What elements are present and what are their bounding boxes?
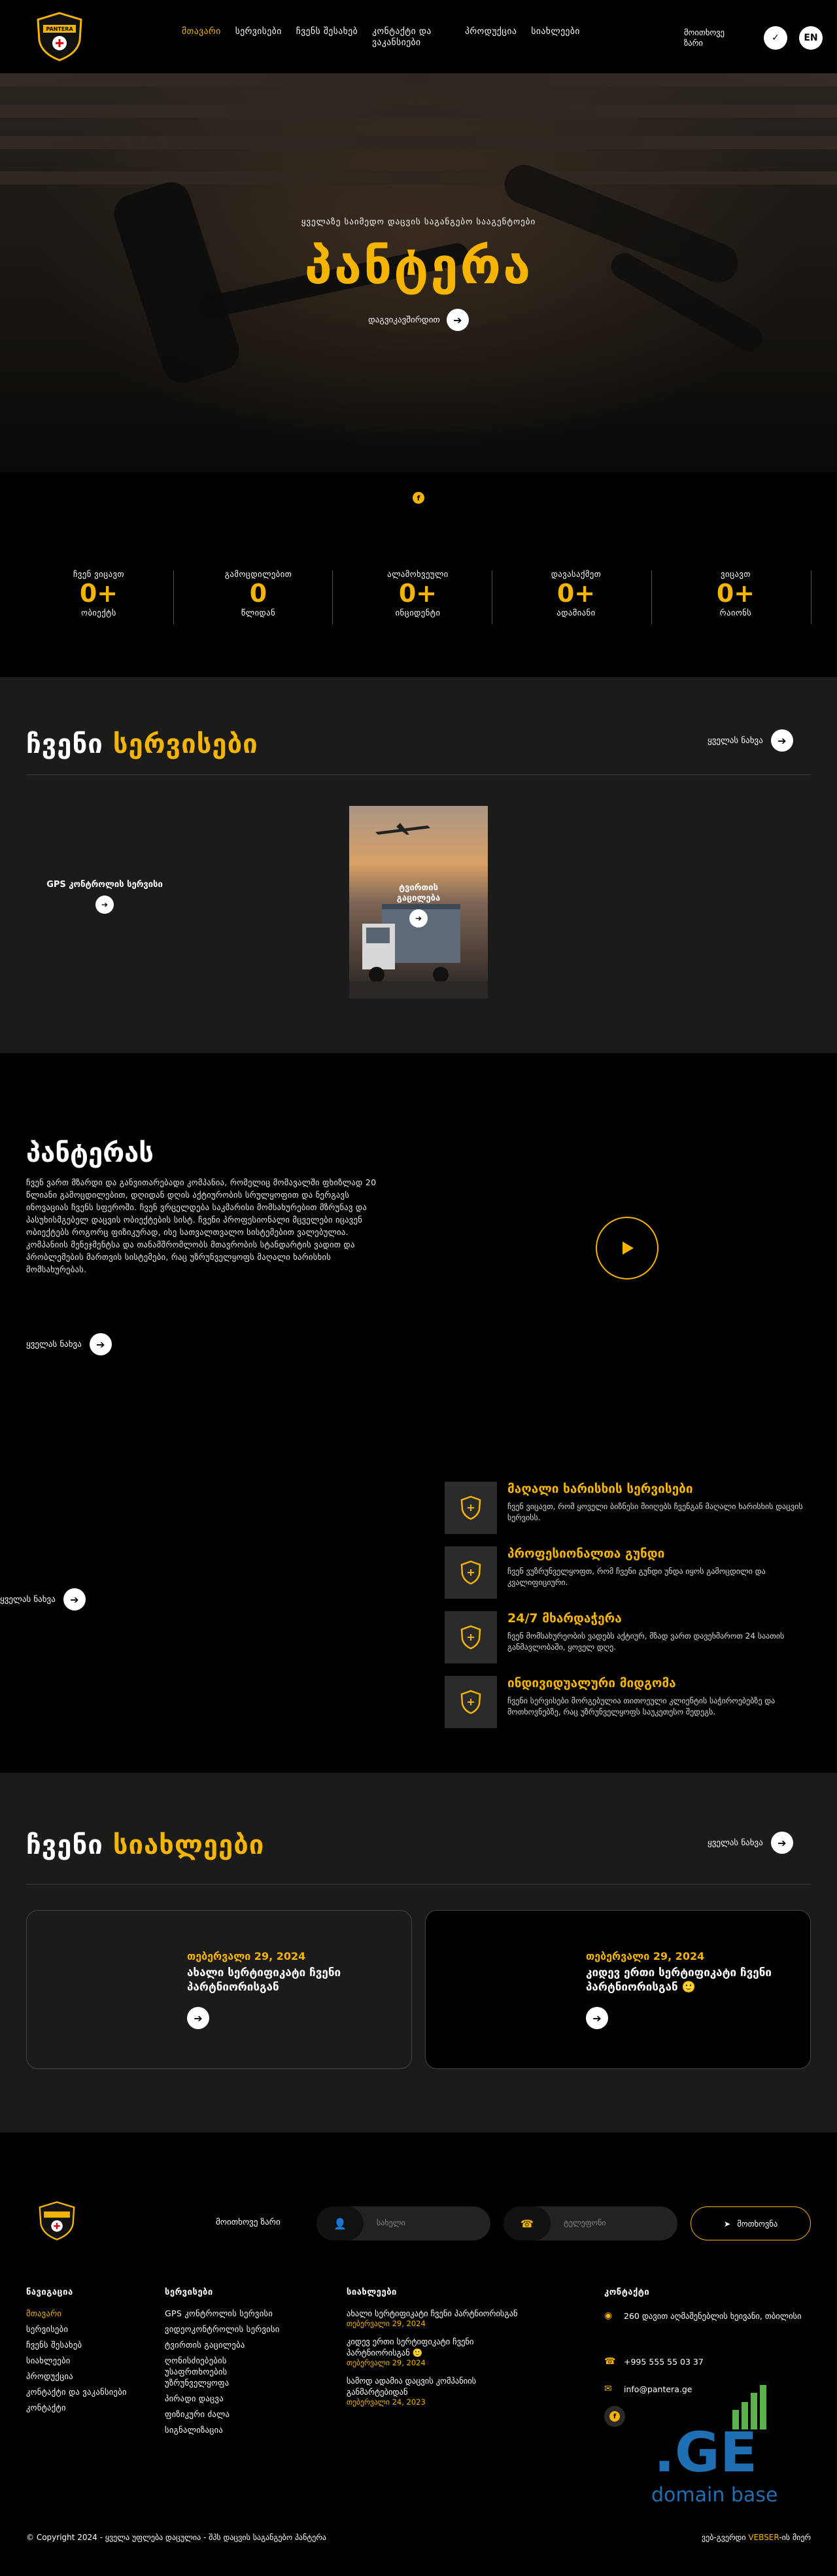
name-placeholder: სახელი <box>377 2218 405 2227</box>
footer-link[interactable]: პირადი დაცვა <box>165 2393 224 2403</box>
nav-item-contact-vacancies[interactable]: კონტაქტი და ვაკანსიები <box>372 26 432 48</box>
see-all-label: ყველას ნახვა <box>708 1837 763 1848</box>
shield-icon <box>445 1611 497 1663</box>
nav-item-about[interactable]: ჩვენს შესახებ <box>296 26 358 37</box>
divider <box>651 570 652 624</box>
feature-title: პროფესიონალთა გუნდი <box>507 1546 665 1561</box>
divider <box>173 570 174 624</box>
stat-label: გამოცდილებით <box>224 569 292 579</box>
phone-field[interactable] <box>504 2206 677 2240</box>
phone-icon: ☎ <box>604 2356 616 2367</box>
phone-placeholder: ტელეფონი <box>564 2218 606 2227</box>
footer-link[interactable]: პროდუქცია <box>26 2371 73 2381</box>
footer-column-title: სერვისები <box>165 2288 213 2297</box>
submit-label: მოთხოვნა <box>737 2218 778 2229</box>
footer-link[interactable]: ჩვენს შესახებ <box>26 2340 82 2350</box>
footer-link[interactable]: სერვისები <box>26 2324 69 2334</box>
feature-title: ინდივიდუალური მიდგომა <box>507 1676 676 1690</box>
address-text: 260 დავით აღმაშენებლის ხეივანი, თბილისი <box>624 2311 802 2321</box>
contact-us-link[interactable] <box>0 309 837 331</box>
send-icon: ➤ <box>723 2218 731 2229</box>
stat-item <box>24 569 174 618</box>
footer-link[interactable]: GPS კონტროლის სერვისი <box>165 2308 273 2318</box>
nav-item-news[interactable]: სიახლეები <box>531 26 580 37</box>
feature-item <box>445 1482 811 1534</box>
footer-link[interactable]: კონტაქტი და ვაკანსიები <box>26 2387 127 2397</box>
footer-news-title[interactable]: ახალი სერტიფიკატი ჩვენი პარტნიორისგან <box>347 2308 518 2318</box>
see-all-label: ყველას ნახვა <box>0 1594 56 1605</box>
footer-news-date: თებერვალი 24, 2023 <box>347 2397 426 2407</box>
section-title-accent: სერვისები <box>112 729 258 759</box>
logo-text: PANTERA <box>46 26 73 32</box>
footer-news-title[interactable]: კიდევ ერთი სერტიფიკატი ჩვენი პარტნიორისგან 🙂 <box>347 2337 474 2358</box>
stat-label: ალამოხვეული <box>387 569 449 579</box>
footer-column-title: კონტაქტი <box>604 2288 650 2297</box>
footer-link[interactable]: ღონისძიებების უსაფრთხოების უზრუნველყოფა <box>165 2356 230 2388</box>
play-video-button[interactable] <box>596 1217 658 1279</box>
footer-news-date: თებერვალი 29, 2024 <box>347 2358 426 2367</box>
feature-title: 24/7 მხარდაჭერა <box>507 1611 622 1626</box>
stat-unit: რაიონს <box>719 608 752 618</box>
stat-label: ჩვენ ვიცავთ <box>73 569 125 579</box>
language-switch-button[interactable]: EN <box>799 26 823 50</box>
divider <box>332 570 333 624</box>
footer-news-title[interactable]: სამოდ ადამია დაცვის კომპანიის განმარტებიდან <box>347 2376 477 2397</box>
see-all-services-link[interactable] <box>708 729 793 752</box>
nav-item-products[interactable]: პროდუქცია <box>465 26 517 37</box>
stat-unit: წლიდან <box>241 608 276 618</box>
mail-icon: ✉ <box>604 2384 612 2394</box>
see-all-label: ყველას ნახვა <box>26 1339 82 1349</box>
stat-unit: ინციდენტი <box>395 608 441 618</box>
section-title-accent: სიახლეები <box>112 1830 265 1860</box>
arrow-right-icon: ➔ <box>63 1588 86 1610</box>
name-field[interactable] <box>316 2206 490 2240</box>
feature-text: ჩვენ მომსახურეობის ვადებს აქტიურ, მზად ვართ დავეხმაროთ 24 საათის განმავლობაში, ყოველ დღე. <box>507 1631 785 1652</box>
arrow-right-icon: ➔ <box>771 729 793 752</box>
footer-link[interactable]: სიახლეები <box>26 2356 71 2365</box>
facebook-icon[interactable]: f <box>413 492 424 504</box>
divider <box>26 1884 811 1885</box>
feature-item <box>445 1676 811 1728</box>
news-card[interactable] <box>26 1910 412 2069</box>
stat-unit: ადამიანი <box>556 608 596 618</box>
hero-subtitle: ყველაზე საიმედო დაცვის საგანგებო სააგენტოები <box>301 217 536 227</box>
shield-icon <box>445 1546 497 1599</box>
arrow-right-icon: ➔ <box>409 909 428 928</box>
footer-news-column <box>347 2288 582 2414</box>
service-card-cargo[interactable] <box>349 883 488 928</box>
footer-link[interactable]: ტვირთის გაცილება <box>165 2340 245 2350</box>
site-header <box>0 0 837 73</box>
footer-column-title: სიახლეები <box>347 2288 397 2297</box>
feature-title: მაღალი ხარისხის სერვისები <box>507 1482 693 1496</box>
arrow-right-icon: ➔ <box>447 309 469 331</box>
submit-request-button[interactable] <box>691 2206 811 2240</box>
powered-by <box>702 2533 811 2542</box>
stat-value: 0+ <box>398 579 437 608</box>
shield-icon <box>445 1482 497 1534</box>
section-title-plain: ჩვენი <box>26 729 103 759</box>
section-title-plain: ჩვენი <box>26 1830 103 1860</box>
footer-link[interactable]: ვიდეოკონტროლის სერვისი <box>165 2324 280 2334</box>
news-title: ახალი სერტიფიკატი ჩვენი პარტნიორისგან <box>187 1966 341 1994</box>
footer-link[interactable]: მთავარი <box>26 2308 62 2318</box>
stat-value: 0+ <box>79 579 118 608</box>
footer-services-column <box>165 2288 322 2440</box>
main-nav <box>182 26 594 48</box>
nav-item-services[interactable]: სერვისები <box>235 26 282 37</box>
arrow-right-icon: ➔ <box>90 1333 112 1355</box>
news-card[interactable] <box>425 1910 811 2069</box>
stat-label: ვიცავთ <box>721 569 751 579</box>
news-date: თებერვალი 29, 2024 <box>187 1950 306 1962</box>
see-all-about-link[interactable] <box>26 1333 112 1355</box>
feature-item <box>445 1546 811 1599</box>
background-plank <box>0 171 837 184</box>
service-card-image <box>349 806 488 999</box>
phone-text: +995 555 55 03 37 <box>624 2357 704 2367</box>
developer-link[interactable]: VEBSER <box>748 2533 779 2542</box>
see-all-features-link[interactable] <box>0 1588 86 1610</box>
background-plank <box>0 136 837 149</box>
stat-value: 0 <box>249 579 267 608</box>
contact-us-label: დაგვიკავშირდით <box>368 315 440 325</box>
request-call-link[interactable]: მოითხოვე ზარი <box>684 27 725 48</box>
footer-logo[interactable] <box>37 2199 77 2242</box>
background-plank <box>0 105 837 118</box>
pantera-logo[interactable] <box>34 10 85 63</box>
footer-link[interactable]: სიგნალიზაცია <box>165 2425 224 2435</box>
features-section <box>0 1393 837 1769</box>
user-icon: 👤 <box>316 2206 364 2240</box>
feature-item <box>445 1611 811 1663</box>
stats-section <box>0 569 837 628</box>
footer-column-title: ნავიგაცია <box>26 2288 73 2297</box>
hero-section <box>0 73 837 472</box>
feature-text: ჩვენი სერვისები მორგებულია თითოეული კლიენტის საჭიროებებზე და მოთხოვნებზე, რაც უზრუნველყოფს საუკეთესო შედეგს. <box>507 1696 776 1716</box>
footer-nav-column <box>26 2288 127 2418</box>
phone-icon: ☎ <box>504 2206 551 2240</box>
service-card-gps[interactable] <box>39 880 170 914</box>
service-title: GPS კონტროლის სერვისი <box>46 880 163 890</box>
stat-item <box>501 569 651 618</box>
services-section <box>0 677 837 1053</box>
copyright-text: © Copyright 2024 - ყველა უფლება დაცულია - შპს დაცვის საგანგებო პანტერა <box>26 2533 326 2542</box>
stat-value: 0+ <box>556 579 596 608</box>
footer-phone[interactable] <box>604 2356 811 2369</box>
feature-text: ჩვენ ვუზრუნველყოფთ, რომ ჩვენი გუნდი უნდა იყოს გამოცდილი და კვალიფიციური. <box>507 1567 766 1587</box>
about-text: ჩვენ ვართ მზარდი და განვითარებადი კომპანია, რომელიც მომავალში ფხიზლად 20 წლიანი გამოცდილებით, დღიდან დღის აქტიურობის სრულყოფით და ნერგავს ინოვაციას ჩვენს სფეროში. ჩვენ ვრცელდება საკმარისი მომსახურებით მზრუნავ და პასუხისმგებელ დაცვის ობიექტების სისტ. ჩვენი პროფესიონალი მცველები იცავენ ობიექტებს როგორც ფიზიკურად, ისე სათვალთვალო სისტემებით ვალებულია. კომპანიის მენეჯმენტსა და თანამშრომლობს მთავრობის სტანდარტის ვადით და პრობლემების მართვის სისტემები, რაც უზრუნველყოფს მაღალი ხარისხის მომსახურებას. <box>26 1177 377 1274</box>
footer-address <box>604 2310 811 2337</box>
news-section <box>0 1773 837 2132</box>
stat-item <box>660 569 811 618</box>
news-title: კიდევ ერთი სერტიფიკატი ჩვენი პარტნიორისგან 🙂 <box>586 1966 772 1994</box>
feature-text: ჩვენ ვიცავთ, რომ ყოველი ბიზნესი მიიღებს ჩვენგან მაღალი ხარისხის დაცვის სერვისს. <box>507 1502 803 1522</box>
stat-label: დავასაქმეთ <box>551 569 602 579</box>
domain-base-watermark <box>651 2384 782 2515</box>
hero-title: პანტერა <box>304 237 533 295</box>
location-icon: ◉ <box>604 2310 613 2321</box>
footer-contact-column <box>604 2288 811 2308</box>
site-footer <box>0 2132 837 2576</box>
footer-link[interactable]: ფიზიკური ძალა <box>165 2409 230 2419</box>
about-section <box>0 1053 837 1393</box>
watermark-caption: domain base <box>651 2484 778 2507</box>
footer-link[interactable]: კონტაქტი <box>26 2403 66 2412</box>
arrow-right-icon: ➔ <box>95 896 114 914</box>
shield-icon <box>445 1676 497 1728</box>
see-all-news-link[interactable] <box>708 1832 793 1854</box>
about-title: პანტერას <box>26 1138 154 1168</box>
facebook-icon[interactable]: f <box>604 2406 625 2427</box>
footer-news-date: თებერვალი 29, 2024 <box>347 2319 426 2328</box>
arrow-right-icon[interactable]: ➔ <box>187 2007 209 2029</box>
play-icon <box>619 1240 636 1257</box>
powered-suffix: -ის მიერ <box>779 2533 811 2542</box>
callback-label: მოითხოვე ზარი <box>216 2218 281 2227</box>
arrow-right-icon[interactable]: ➔ <box>586 2007 608 2029</box>
watermark-logo-text: .GE <box>654 2420 758 2484</box>
service-title: ტვირთის გაცილება <box>396 883 441 903</box>
section-title <box>26 729 258 759</box>
stat-value: 0+ <box>716 579 755 608</box>
news-date: თებერვალი 29, 2024 <box>586 1950 705 1962</box>
nav-item-home[interactable]: მთავარი <box>182 26 221 37</box>
section-title <box>26 1830 264 1860</box>
powered-prefix: ვებ-გვერდი <box>701 2533 746 2542</box>
background-plank <box>0 73 837 86</box>
check-icon[interactable]: ✓ <box>764 26 787 50</box>
email-text: info@pantera.ge <box>624 2384 692 2394</box>
stat-item <box>183 569 333 618</box>
stat-unit: ობიექტს <box>81 608 116 618</box>
see-all-label: ყველას ნახვა <box>708 735 763 746</box>
stat-item <box>343 569 493 618</box>
arrow-right-icon: ➔ <box>771 1832 793 1854</box>
